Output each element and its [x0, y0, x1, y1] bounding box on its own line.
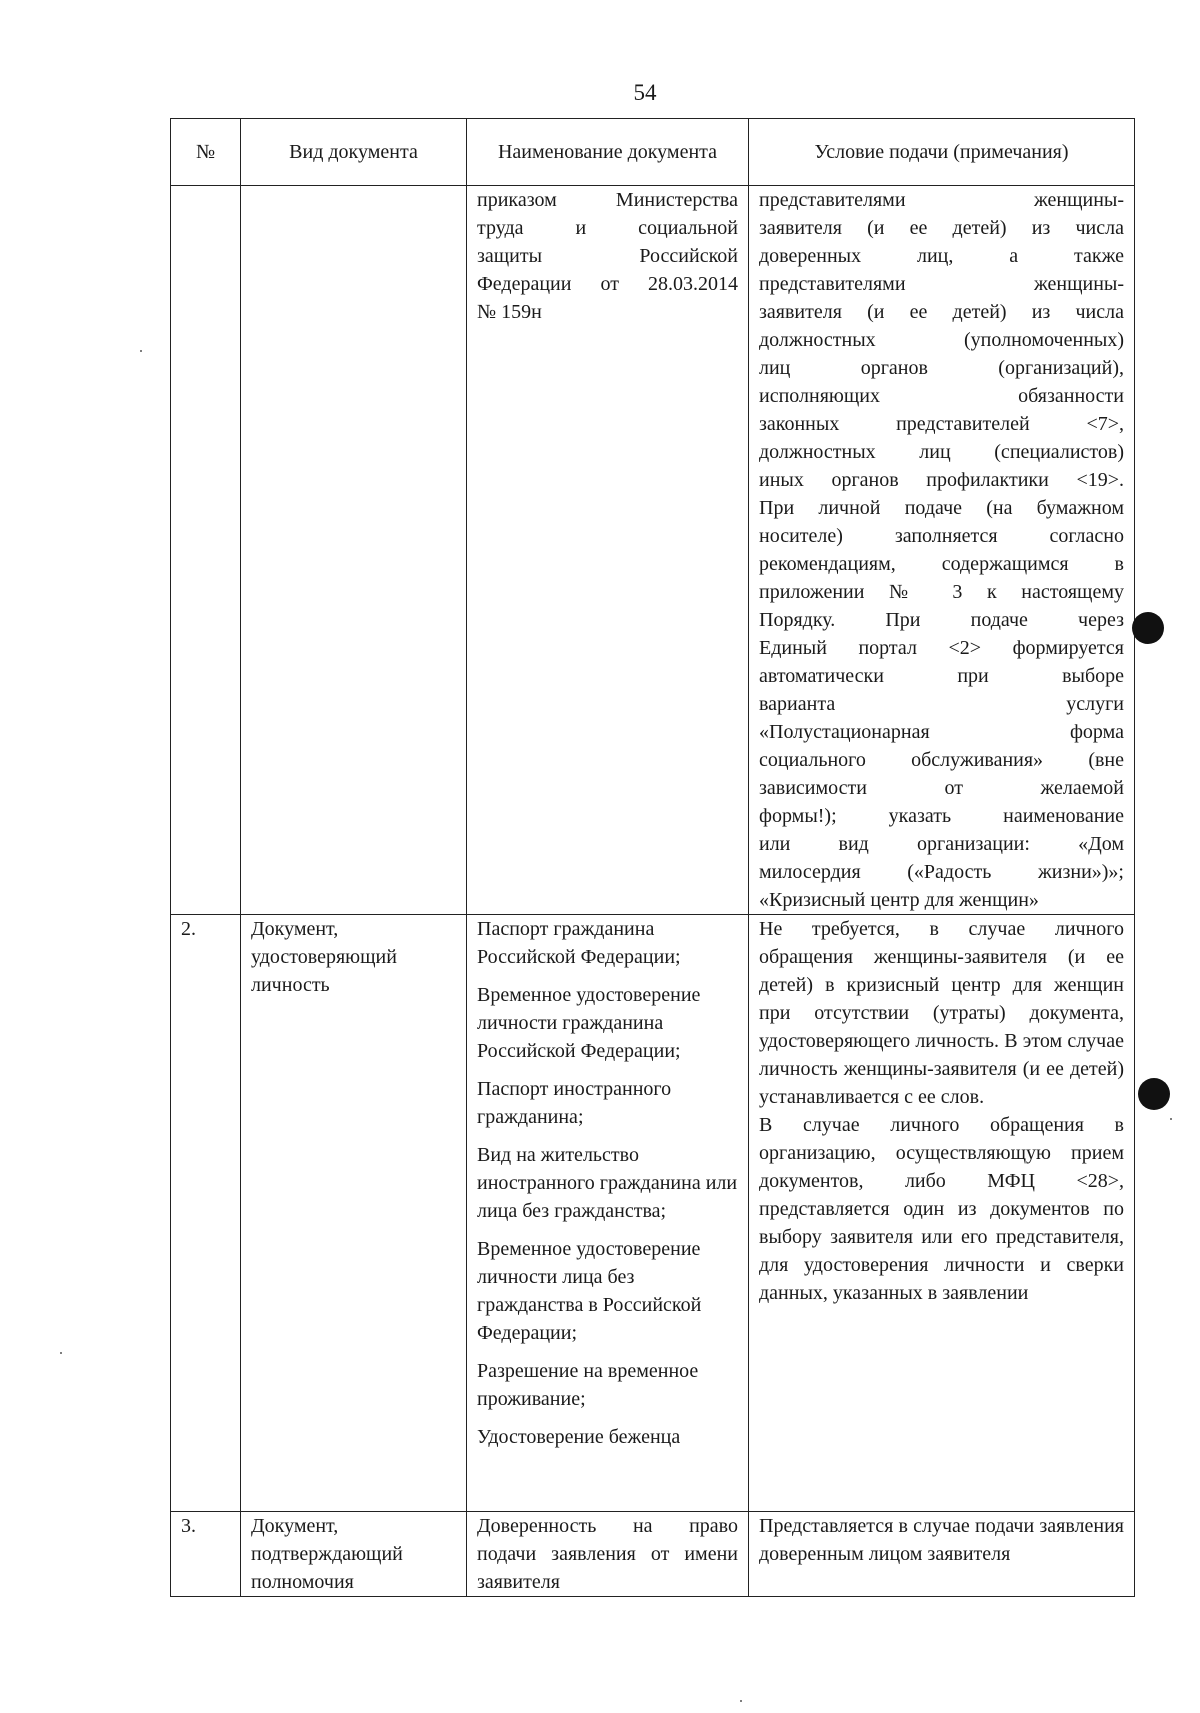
- row1-condition-line: милосердия («Радость жизни»)»;: [759, 861, 1124, 883]
- table-row: [171, 915, 1135, 1512]
- row2-condition: [749, 915, 1135, 1512]
- scan-speck: [140, 350, 142, 352]
- table-header-row: [171, 119, 1135, 186]
- row1-condition: [749, 186, 1135, 915]
- row1-condition-line: При личной подаче (на бумажном: [759, 497, 1124, 519]
- row1-condition-line: доверенных лиц, а также: [759, 245, 1124, 267]
- list-item: Удостоверение беженца: [477, 1426, 681, 1448]
- row1-condition-line: заявителя (и ее детей) из числа: [759, 301, 1124, 323]
- table-row: [171, 1512, 1135, 1597]
- row3-condition: Представляется в случае подачи заявления доверенным лицом заявителя: [749, 1512, 1135, 1597]
- row1-number: [171, 186, 241, 915]
- scan-speck: [60, 1352, 62, 1354]
- row1-condition-line: формы!); указать наименование: [759, 805, 1124, 827]
- row1-condition-line: исполняющих обязанности: [759, 385, 1124, 407]
- list-item: Паспорт иностранного гражданина;: [477, 1078, 672, 1128]
- row1-condition-line: носителе) заполняется согласно: [759, 525, 1124, 547]
- header-document-type: Вид документа: [241, 119, 467, 186]
- row1-document-name-line: приказом Министерства: [477, 189, 738, 211]
- row2-condition-para-1: Не требуется, в случае личного обращения женщины-заявителя (и ее детей) в кризисный центр для женщин при отсутствии (утраты) документа, удостоверяющего личность. В этом случае личность женщины-заявителя (и ее детей) устанавливается с ее слов.: [759, 918, 1124, 1108]
- row1-condition-line: «Кризисный центр для женщин»: [759, 889, 1039, 911]
- row1-condition-line: заявителя (и ее детей) из числа: [759, 217, 1124, 239]
- list-item: Временное удостоверение личности лица без гражданства в Российской Федерации;: [477, 1238, 702, 1344]
- list-item: Разрешение на временное проживание;: [477, 1360, 699, 1410]
- row1-condition-line: зависимости от желаемой: [759, 777, 1124, 799]
- scan-speck: [740, 1700, 742, 1702]
- page-number: 54: [633, 80, 657, 105]
- punch-hole-mark: [1138, 1078, 1170, 1110]
- list-item: Временное удостоверение личности гражданина Российской Федерации;: [477, 984, 701, 1062]
- scan-speck: [1170, 1118, 1172, 1120]
- header-document-name: Наименование документа: [467, 119, 749, 186]
- list-item: Паспорт гражданина Российской Федерации;: [477, 918, 681, 968]
- row1-condition-line: лиц органов (организаций),: [759, 357, 1124, 379]
- row2-document-type: Документ, удостоверяющий личность: [241, 915, 467, 1512]
- list-item: Вид на жительство иностранного гражданина или лица без гражданства;: [477, 1144, 738, 1222]
- punch-hole-mark: [1132, 612, 1164, 644]
- documents-table: [170, 118, 1135, 1597]
- row3-document-name: Доверенность на право подачи заявления от имени заявителя: [467, 1512, 749, 1597]
- row1-condition-line: социального обслуживания» (вне: [759, 749, 1124, 771]
- row1-document-name-line: Федерации от 28.03.2014: [477, 273, 738, 295]
- row1-condition-line: рекомендациям, содержащимся в: [759, 553, 1124, 575]
- row1-condition-line: представителями женщины-: [759, 189, 1124, 211]
- row1-condition-line: должностных (уполномоченных): [759, 329, 1124, 351]
- row1-document-type: [241, 186, 467, 915]
- header-submission-condition: Условие подачи (примечания): [749, 119, 1135, 186]
- row1-condition-line: автоматически при выборе: [759, 665, 1124, 687]
- row1-condition-line: законных представителей <7>,: [759, 413, 1124, 435]
- row1-condition-line: или вид организации: «Дом: [759, 833, 1124, 855]
- table-row: [171, 186, 1135, 915]
- row1-condition-line: должностных лиц (специалистов): [759, 441, 1124, 463]
- row1-document-name-line: труда и социальной: [477, 217, 738, 239]
- row1-condition-line: представителями женщины-: [759, 273, 1124, 295]
- row1-condition-line: иных органов профилактики <19>.: [759, 469, 1124, 491]
- row2-number: 2.: [171, 915, 241, 1512]
- row3-document-type: Документ, подтверждающий полномочия: [241, 1512, 467, 1597]
- row1-condition-line: варианта услуги: [759, 693, 1124, 715]
- row2-document-name: [467, 915, 749, 1512]
- row1-condition-line: Порядку. При подаче через: [759, 609, 1124, 631]
- row1-document-name-line: защиты Российской: [477, 245, 738, 267]
- row2-condition-para-2: В случае личного обращения в организацию, осуществляющую прием документов, либо МФЦ <28>, представляется один из документов по выбору заявителя или его представителя, для удостоверения личности и сверки данных, указанных в заявлении: [759, 1114, 1124, 1304]
- row1-condition-line: «Полустационарная форма: [759, 721, 1124, 743]
- row1-document-name: [467, 186, 749, 915]
- header-number: №: [171, 119, 241, 186]
- row3-number: 3.: [171, 1512, 241, 1597]
- row1-condition-line: Единый портал <2> формируется: [759, 637, 1124, 659]
- row1-document-name-line: № 159н: [477, 301, 542, 323]
- row1-condition-line: приложении № 3 к настоящему: [759, 581, 1124, 603]
